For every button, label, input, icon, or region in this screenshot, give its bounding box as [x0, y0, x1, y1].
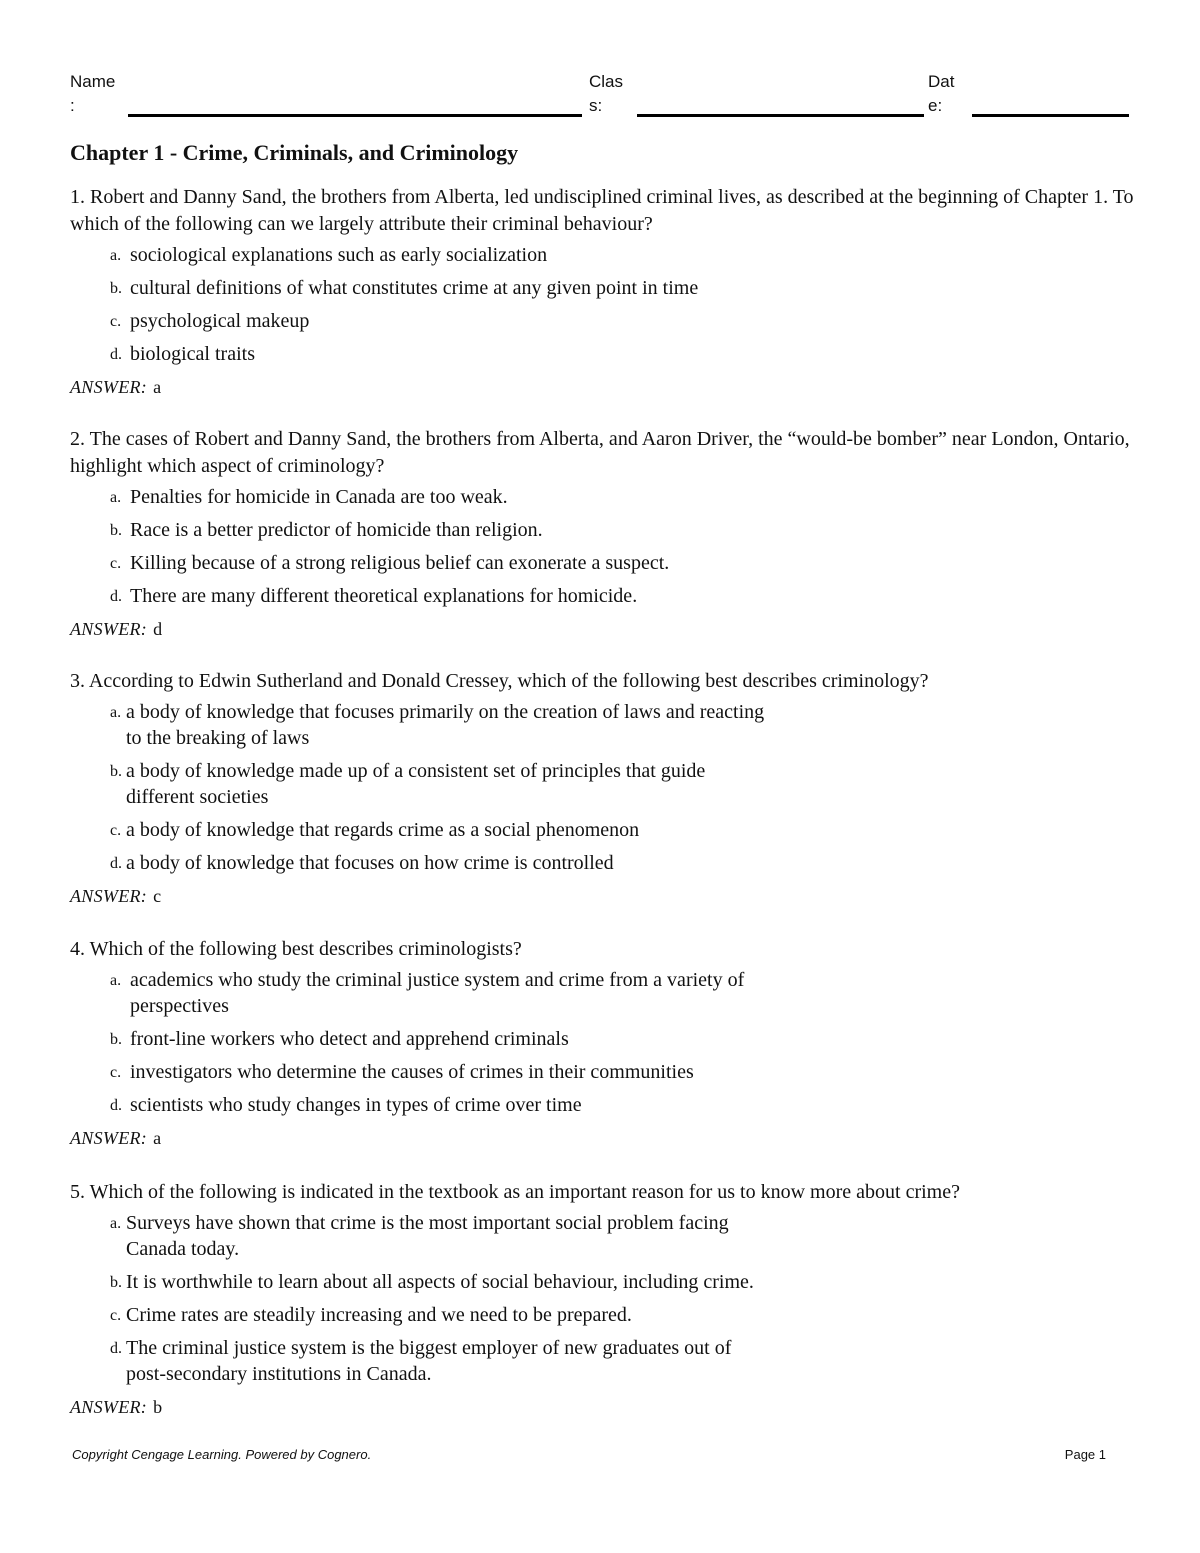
answer-value: d [153, 619, 163, 639]
question-1 [70, 184, 1140, 400]
question-stem: 4. Which of the following best describes criminologists? [70, 938, 522, 960]
option-a [70, 967, 1140, 1019]
option-list [70, 484, 1140, 609]
option-text: Penalties for homicide in Canada are too weak. [130, 486, 508, 508]
option-letter: a. [110, 704, 122, 721]
question-stem: 2. The cases of Robert and Danny Sand, the brothers from Alberta, and Aaron Driver, the “would-be bomber” near London, Ontario, highlight which aspect of criminology? [70, 428, 1130, 477]
class-field-label [589, 70, 623, 118]
answer-label: ANSWER: [70, 377, 148, 397]
option-c [70, 1302, 1140, 1328]
option-text: psychological makeup [130, 310, 310, 332]
option-letter: a. [110, 247, 122, 264]
name-label-top: Name [70, 72, 116, 91]
option-letter: c. [110, 1307, 122, 1324]
question-4 [70, 936, 1140, 1151]
option-letter: a. [110, 1215, 122, 1232]
option-a [70, 1210, 1140, 1262]
option-letter: b. [110, 1274, 122, 1291]
answer-label: ANSWER: [70, 886, 148, 906]
option-list [70, 967, 1140, 1118]
class-underline [637, 114, 924, 117]
answer-value: b [153, 1397, 163, 1417]
option-text: It is worthwhile to learn about all aspects of social behaviour, including crime. [126, 1271, 754, 1293]
answer-line [70, 883, 1140, 909]
option-b [70, 517, 1140, 543]
answer-line [70, 616, 1140, 642]
option-letter: d. [110, 346, 122, 363]
option-text: front-line workers who detect and apprehend criminals [130, 1028, 569, 1050]
option-b [70, 758, 1140, 810]
question-2 [70, 426, 1140, 642]
option-letter: a. [110, 489, 122, 506]
answer-value: a [153, 1128, 162, 1148]
answer-value: a [153, 377, 162, 397]
option-text: There are many different theoretical explanations for homicide. [130, 585, 638, 607]
option-text-continued: Canada today. [126, 1238, 240, 1260]
question-5 [70, 1179, 1140, 1420]
date-label-top: Dat [928, 72, 955, 91]
answer-line [70, 374, 1140, 400]
option-list [70, 1210, 1140, 1387]
option-b [70, 275, 1140, 301]
option-letter: b. [110, 522, 122, 539]
option-d [70, 850, 1140, 876]
option-text-continued: to the breaking of laws [126, 727, 310, 749]
option-text: sociological explanations such as early socialization [130, 244, 548, 266]
option-c [70, 550, 1140, 576]
option-text: Race is a better predictor of homicide than religion. [130, 519, 543, 541]
option-text: a body of knowledge that regards crime as a social phenomenon [126, 819, 640, 841]
name-label-bottom: : [70, 96, 75, 115]
option-d [70, 1335, 1140, 1387]
option-text: investigators who determine the causes of crimes in their communities [130, 1061, 694, 1083]
option-text: a body of knowledge that focuses on how crime is controlled [126, 852, 614, 874]
answer-line [70, 1394, 1140, 1420]
date-label-bottom: e: [928, 96, 943, 115]
name-underline [128, 114, 582, 117]
page-number: Page 1 [1064, 1447, 1106, 1462]
option-letter: d. [110, 588, 122, 605]
class-label-bottom: s: [589, 96, 603, 115]
option-letter: c. [110, 313, 122, 330]
option-a [70, 242, 1140, 268]
option-text: a body of knowledge made up of a consistent set of principles that guide [126, 760, 706, 782]
copyright-footer: Copyright Cengage Learning. Powered by Cognero. [72, 1447, 372, 1462]
option-letter: c. [110, 822, 122, 839]
option-c [70, 817, 1140, 843]
option-letter: c. [110, 555, 122, 572]
question-3 [70, 668, 1140, 909]
option-text: cultural definitions of what constitutes crime at any given point in time [130, 277, 699, 299]
option-a [70, 484, 1140, 510]
option-text: Surveys have shown that crime is the most important social problem facing [126, 1212, 729, 1234]
answer-label: ANSWER: [70, 1128, 148, 1148]
answer-label: ANSWER: [70, 1397, 148, 1417]
option-text: biological traits [130, 343, 255, 365]
option-text: a body of knowledge that focuses primarily on the creation of laws and reacting [126, 701, 765, 723]
option-text-continued: perspectives [130, 995, 229, 1017]
answer-value: c [153, 886, 162, 906]
option-d [70, 341, 1140, 367]
option-list [70, 242, 1140, 367]
date-field-label [928, 70, 954, 118]
option-text: academics who study the criminal justice system and crime from a variety of [130, 969, 745, 991]
option-d [70, 583, 1140, 609]
option-letter: b. [110, 763, 122, 780]
option-c [70, 1059, 1140, 1085]
name-field-label [70, 70, 115, 118]
answer-label: ANSWER: [70, 619, 148, 639]
chapter-title: Chapter 1 - Crime, Criminals, and Criminology [70, 140, 519, 165]
option-d [70, 1092, 1140, 1118]
option-letter: b. [110, 1031, 122, 1048]
option-list [70, 699, 1140, 876]
option-letter: d. [110, 1340, 122, 1357]
option-text-continued: different societies [126, 786, 269, 808]
option-b [70, 1026, 1140, 1052]
option-text: Crime rates are steadily increasing and we need to be prepared. [126, 1304, 632, 1326]
option-letter: d. [110, 1097, 122, 1114]
answer-line [70, 1125, 1140, 1151]
class-label-top: Clas [589, 72, 624, 91]
option-b [70, 1269, 1140, 1295]
option-text: The criminal justice system is the biggest employer of new graduates out of [126, 1337, 732, 1359]
option-letter: d. [110, 855, 122, 872]
option-a [70, 699, 1140, 751]
option-c [70, 308, 1140, 334]
option-text-continued: post-secondary institutions in Canada. [126, 1363, 432, 1385]
question-stem: 3. According to Edwin Sutherland and Donald Cressey, which of the following best describes criminology? [70, 670, 929, 692]
option-text: Killing because of a strong religious belief can exonerate a suspect. [130, 552, 670, 574]
option-letter: c. [110, 1064, 122, 1081]
question-stem: 5. Which of the following is indicated in the textbook as an important reason for us to know more about crime? [70, 1181, 960, 1203]
date-underline [972, 114, 1129, 117]
option-letter: a. [110, 972, 122, 989]
option-text: scientists who study changes in types of crime over time [130, 1094, 582, 1116]
option-letter: b. [110, 280, 122, 297]
question-stem: 1. Robert and Danny Sand, the brothers from Alberta, led undisciplined criminal lives, as described at the beginning of Chapter 1. To which of the following can we largely attribute their criminal behaviour? [70, 186, 1134, 235]
